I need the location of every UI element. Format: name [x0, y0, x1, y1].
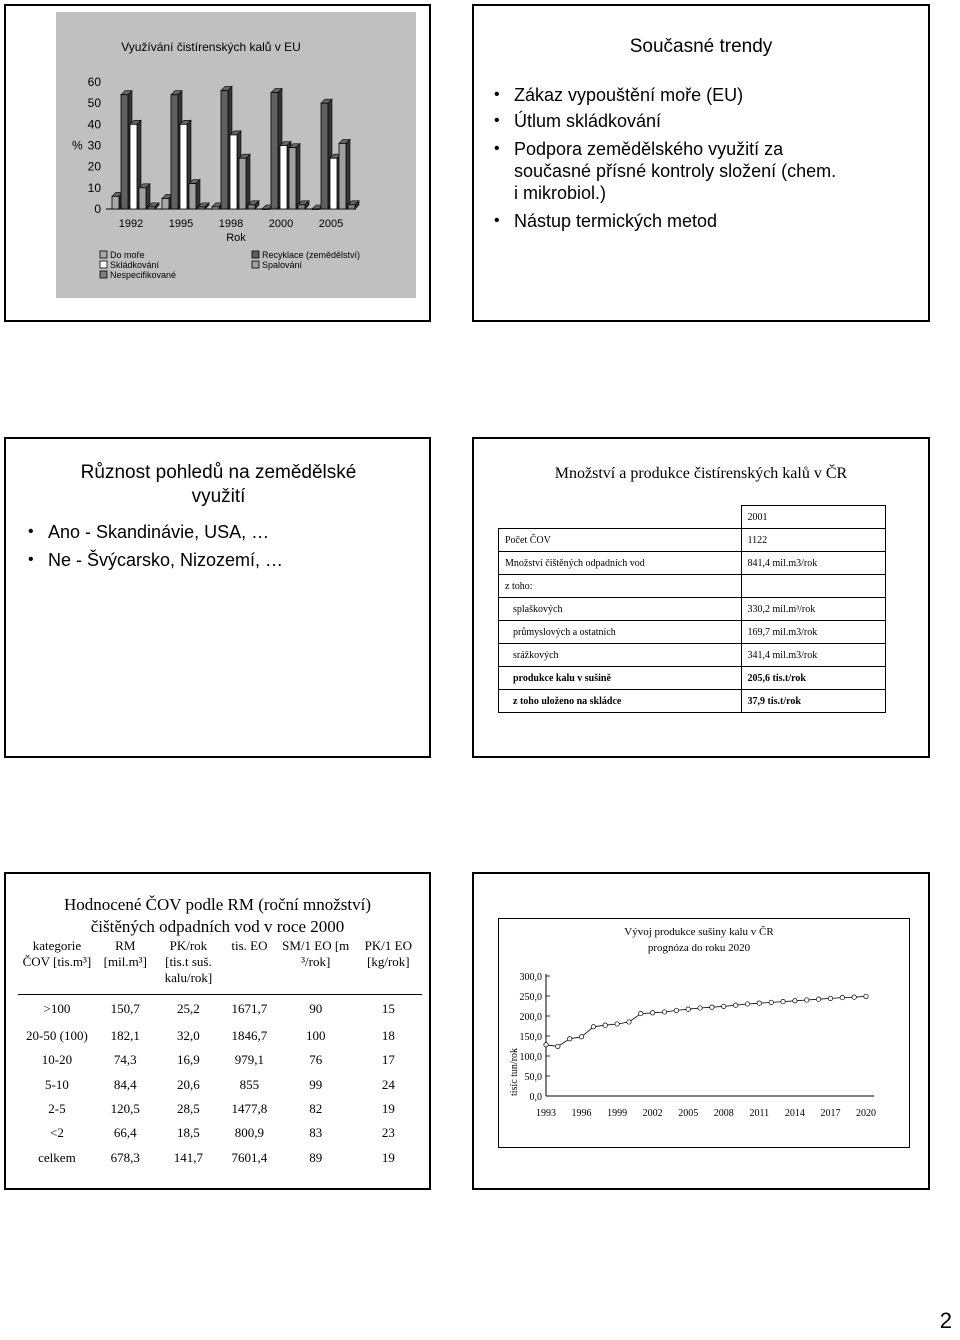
data-point	[840, 995, 844, 999]
header-category: kategorie ČOV [tis.m³]	[22, 938, 92, 969]
data-point	[591, 1025, 595, 1029]
bar	[298, 205, 305, 209]
legend-swatch	[100, 271, 107, 278]
production-table	[498, 505, 886, 713]
bar	[321, 103, 328, 209]
data-point	[662, 1010, 666, 1014]
legend-swatch	[100, 251, 107, 258]
chart-panel	[56, 12, 416, 298]
table-cell: 32,0	[177, 1028, 200, 1044]
chart-subtitle: prognóza do roku 2020	[647, 942, 751, 954]
slide-trends	[472, 4, 930, 322]
row-label: splaškových	[499, 598, 742, 621]
data-point	[579, 1035, 583, 1039]
x-tick-label: 2008	[713, 1108, 734, 1119]
row-value: 37,9 tis.t/rok	[741, 690, 886, 713]
table-cell: 66,4	[113, 1125, 137, 1141]
x-tick-label: 1999	[607, 1108, 628, 1119]
data-point	[627, 1020, 631, 1024]
bar	[348, 205, 355, 209]
table-cell: 182,1	[110, 1028, 140, 1044]
slide-cov-table	[4, 872, 431, 1190]
y-axis-label: tisíc tun/rok	[509, 1047, 520, 1097]
data-point	[615, 1022, 619, 1026]
slide-title: Různost pohledů na zemědělské využití	[80, 462, 357, 507]
bar-chart	[56, 12, 416, 298]
bar	[280, 146, 287, 210]
slide-chart-eu	[4, 4, 431, 322]
table-cell: 7601,4	[231, 1149, 268, 1165]
legend-label: Spalování	[262, 260, 303, 270]
title-line-2: čištěných odpadních vod v roce 2000	[90, 917, 345, 936]
table-cell: 19	[381, 1101, 395, 1117]
bar	[121, 95, 128, 209]
legend-swatch	[252, 261, 259, 268]
slide-title	[6, 894, 429, 938]
data-point	[745, 1002, 749, 1006]
bar	[248, 205, 255, 209]
table-cell: 24	[381, 1076, 395, 1092]
bar	[330, 158, 337, 209]
line-chart	[474, 874, 932, 1192]
bar	[312, 209, 319, 210]
bar-side	[196, 180, 200, 209]
slide-title: Množství a produkce čistírenských kalů v ČR	[554, 465, 848, 482]
bullet-1: • Zákaz vypouštění moře (EU)	[494, 85, 744, 105]
y-tick-label: 40	[87, 117, 101, 132]
data-point	[733, 1003, 737, 1007]
y-tick-label: 50,0	[524, 1072, 542, 1083]
table-cell: 10-20	[41, 1052, 73, 1068]
header-sm: SM/1 EO [m ³/rok]	[282, 938, 350, 969]
table-cell: 120,5	[110, 1101, 140, 1117]
table-cell: 84,4	[113, 1076, 137, 1092]
bar	[189, 184, 196, 209]
legend-label: Recyklace (zemědělství)	[262, 250, 361, 260]
y-tick-label: 150,0	[519, 1032, 542, 1043]
row-label: Množství čištěných odpadních vod	[499, 552, 742, 575]
row-value: 330,2 mil.m³/rok	[741, 598, 886, 621]
bar	[221, 90, 228, 209]
row-value: 341,4 mil.m3/rok	[741, 644, 886, 667]
x-tick-label: 2002	[642, 1108, 663, 1119]
data-point	[852, 995, 856, 999]
bar	[230, 135, 237, 209]
data-point	[757, 1001, 761, 1005]
y-tick-label: 20	[87, 159, 101, 174]
table-cell: 76	[309, 1052, 323, 1068]
table-cell: 678,3	[110, 1149, 140, 1165]
x-tick-label: 1998	[218, 218, 244, 230]
x-tick-label: 2005	[678, 1108, 699, 1119]
table-cell: 141,7	[173, 1149, 204, 1165]
row-label: průmyslových a ostatních	[499, 621, 742, 644]
table-cell: 15	[381, 1001, 395, 1016]
table-row	[18, 1121, 422, 1145]
bar	[148, 207, 155, 209]
table-row	[18, 1024, 422, 1048]
table-cell: 82	[309, 1101, 323, 1117]
header-rm: RM [mil.m³]	[103, 938, 147, 969]
data-point	[710, 1005, 714, 1009]
data-point	[816, 997, 820, 1001]
data-point	[650, 1011, 654, 1015]
y-tick-label: 300,0	[519, 972, 542, 983]
legend-swatch	[100, 261, 107, 268]
bar	[162, 198, 169, 209]
y-tick-label: 60	[87, 75, 101, 89]
table-cell: 979,1	[234, 1052, 265, 1068]
bar	[112, 196, 119, 209]
table-cell: 17	[381, 1052, 395, 1068]
bar	[198, 207, 205, 209]
y-tick-label: 0,0	[529, 1092, 542, 1103]
y-tick-label: 250,0	[519, 992, 542, 1003]
bar-side	[346, 139, 350, 209]
bar	[130, 124, 137, 209]
data-point	[805, 998, 809, 1002]
row-label: produkce kalu v sušině	[499, 667, 742, 690]
header-eo: tis. EO	[231, 938, 268, 953]
bullet-2: • Ne - Švýcarsko, Nizozemí, …	[28, 550, 284, 570]
table-row	[18, 1145, 422, 1169]
series-line	[546, 996, 866, 1046]
x-tick-label: 2017	[820, 1108, 841, 1119]
row-value: 169,7 mil.m3/rok	[741, 621, 886, 644]
table-cell: 28,5	[177, 1101, 200, 1117]
bar	[289, 148, 296, 209]
data-point	[793, 999, 797, 1003]
x-tick-label: 1992	[118, 218, 144, 230]
table-cell: 16,9	[177, 1052, 200, 1068]
table-cell: 89	[309, 1149, 323, 1165]
x-tick-label: 2014	[784, 1108, 805, 1119]
table-row	[18, 1048, 422, 1072]
data-point	[639, 1011, 643, 1015]
data-point	[544, 1043, 548, 1047]
table-cell: 1671,7	[231, 1001, 268, 1016]
data-point	[698, 1006, 702, 1010]
y-tick-label: 50	[87, 96, 101, 111]
data-point	[603, 1023, 607, 1027]
table-row	[18, 994, 422, 1024]
row-label: z toho uloženo na skládce	[499, 690, 742, 713]
data-point	[556, 1044, 560, 1048]
table-cell: 19	[381, 1149, 395, 1165]
table-cell: 25,2	[177, 1001, 200, 1016]
bullet-3: • Podpora zemědělského využití za současné přísné kontroly složení (chem. i mikrobiol.)	[494, 139, 837, 203]
table-cell: 5-10	[45, 1076, 69, 1092]
x-tick-label: 2011	[749, 1108, 770, 1119]
slide-views	[4, 437, 431, 758]
x-tick-label: 2005	[318, 218, 344, 230]
row-label: z toho:	[499, 575, 742, 598]
table-cell: 99	[309, 1076, 323, 1092]
table-cell: 23	[381, 1125, 395, 1141]
y-tick-label: 100,0	[519, 1052, 542, 1063]
table-cell: 150,7	[110, 1001, 140, 1016]
x-tick-label: 2020	[856, 1108, 876, 1119]
bar	[180, 124, 187, 209]
row-label: Počet ČOV	[499, 529, 742, 552]
data-point	[722, 1004, 726, 1008]
table-cell: 18,5	[177, 1125, 200, 1141]
x-tick-label: 1995	[168, 218, 194, 230]
row-value	[741, 575, 886, 598]
slide-line-chart	[472, 872, 930, 1190]
cov-table	[18, 938, 422, 994]
bar	[239, 158, 246, 209]
table-cell: >100	[43, 1001, 71, 1016]
slide-cz-production	[472, 437, 930, 758]
legend-label: Do moře	[110, 250, 145, 260]
table-cell: 800,9	[234, 1125, 265, 1141]
y-tick-label: 200,0	[519, 1012, 542, 1023]
bullet-2: • Útlum skládkování	[494, 111, 662, 131]
table-cell: 1477,8	[231, 1101, 268, 1117]
data-point	[769, 1000, 773, 1004]
data-point	[568, 1037, 572, 1041]
data-point	[686, 1007, 690, 1011]
bar	[212, 207, 219, 209]
bar	[171, 95, 178, 209]
row-value: 205,6 tis.t/rok	[741, 667, 886, 690]
data-point	[674, 1008, 678, 1012]
table-cell: 2-5	[48, 1101, 66, 1117]
table-cell: 83	[309, 1125, 323, 1141]
data-point	[864, 994, 868, 998]
table-cell: 855	[239, 1076, 260, 1092]
bar	[262, 209, 269, 210]
table-cell: 100	[305, 1028, 326, 1044]
slide-title: Současné trendy	[629, 36, 773, 57]
table-cell: 74,3	[113, 1052, 137, 1068]
table-cell: 1846,7	[231, 1028, 268, 1044]
table-cell: celkem	[38, 1149, 76, 1165]
x-tick-label: 2000	[268, 218, 294, 230]
data-point	[781, 999, 785, 1003]
legend-swatch	[252, 251, 259, 258]
bullet-1: • Ano - Skandinávie, USA, …	[28, 522, 270, 542]
legend-label: Skládkování	[110, 260, 160, 270]
y-tick-label: 0	[94, 202, 101, 216]
row-value: 1122	[741, 529, 886, 552]
table-cell: 20,6	[177, 1076, 200, 1092]
header-pk-eo: PK/1 EO [kg/rok]	[364, 938, 412, 969]
row-value: 841,4 mil.m3/rok	[741, 552, 886, 575]
row-label: srážkových	[499, 644, 742, 667]
table-row	[18, 1073, 422, 1097]
bar	[139, 188, 146, 209]
y-tick-label: 10	[87, 180, 101, 195]
chart-title: Využívání čistírenských kalů v EU	[121, 40, 301, 54]
year-header: 2001	[741, 506, 886, 529]
x-tick-label: 1996	[571, 1108, 592, 1119]
table-cell: 20-50 (100)	[26, 1028, 88, 1044]
cov-table-body	[18, 994, 422, 1170]
x-tick-label: 1993	[536, 1108, 556, 1119]
header-pk: PK/rok [tis.t suš. kalu/rok]	[164, 938, 213, 985]
bar	[271, 93, 278, 209]
bar	[339, 143, 346, 209]
y-tick-label: 30	[87, 138, 101, 153]
x-axis-label: Rok	[226, 232, 246, 244]
table-row	[18, 1097, 422, 1121]
bar-side	[296, 144, 300, 209]
table-cell: <2	[50, 1125, 64, 1141]
page-number: 2	[939, 1308, 952, 1333]
title-line-1: Hodnocené ČOV podle RM (roční množství)	[63, 895, 372, 914]
bullet-4: • Nástup termických metod	[494, 211, 718, 231]
bar-side	[246, 154, 250, 209]
chart-title-line: Vývoj produkce sušiny kalu v ČR	[624, 926, 774, 938]
y-axis-label: %	[72, 138, 83, 153]
data-point	[828, 996, 832, 1000]
table-cell: 90	[309, 1001, 323, 1016]
table-cell: 18	[381, 1028, 395, 1044]
legend-label: Nespecifikované	[110, 270, 177, 280]
